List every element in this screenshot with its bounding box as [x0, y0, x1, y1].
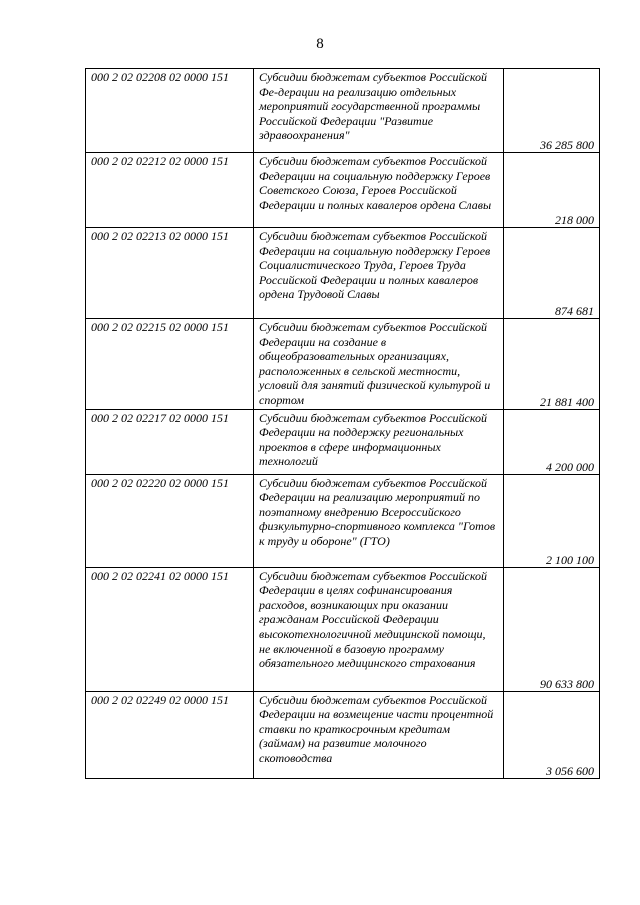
- amount-cell: [504, 567, 600, 691]
- table-row: [86, 567, 600, 691]
- budget-code-cell: 000 2 02 02241 02 0000 151: [86, 567, 254, 691]
- budget-code-cell: 000 2 02 02220 02 0000 151: [86, 474, 254, 567]
- amount-value: 21 881 400: [540, 394, 594, 409]
- table-row: [86, 474, 600, 567]
- description-cell: Субсидии бюджетам субъектов Российской Фе-дерации на реализацию отдельных мероприятий государственной программы Российской Федерации "Развитие здравоохранения": [254, 69, 504, 153]
- amount-cell: [504, 319, 600, 410]
- budget-code-cell: 000 2 02 02217 02 0000 151: [86, 409, 254, 474]
- budget-code-cell: 000 2 02 02212 02 0000 151: [86, 153, 254, 228]
- amount-cell: [504, 153, 600, 228]
- budget-code-cell: 000 2 02 02208 02 0000 151: [86, 69, 254, 153]
- table-row: [86, 319, 600, 410]
- budget-code-cell: 000 2 02 02213 02 0000 151: [86, 228, 254, 319]
- amount-value: 218 000: [555, 213, 594, 228]
- page-number: 8: [316, 36, 324, 52]
- table-row: [86, 691, 600, 778]
- amount-value: 4 200 000: [546, 459, 594, 474]
- description-cell: Субсидии бюджетам субъектов Российской Федерации на поддержку региональных проектов в сфере информационных технологий: [254, 409, 504, 474]
- amount-value: 90 633 800: [540, 676, 594, 691]
- description-cell: Субсидии бюджетам субъектов Российской Федерации на создание в общеобразовательных организациях, расположенных в сельской местности, условий для занятий физической культурой и спортом: [254, 319, 504, 410]
- amount-value: 874 681: [555, 304, 594, 319]
- amount-value: 36 285 800: [540, 138, 594, 153]
- amount-cell: [504, 474, 600, 567]
- budget-code-cell: 000 2 02 02249 02 0000 151: [86, 691, 254, 778]
- table-row: [86, 228, 600, 319]
- amount-cell: [504, 691, 600, 778]
- description-cell: Субсидии бюджетам субъектов Российской Федерации на возмещение части процентной ставки по краткосрочным кредитам (займам) на развитие молочного скотоводства: [254, 691, 504, 778]
- description-cell: Субсидии бюджетам субъектов Российской Федерации на реализацию мероприятий по поэтапному внедрению Всероссийского физкультурно-спортивного комплекса "Готов к труду и обороне" (ГТО): [254, 474, 504, 567]
- budget-code-cell: 000 2 02 02215 02 0000 151: [86, 319, 254, 410]
- table-row: [86, 409, 600, 474]
- amount-cell: [504, 228, 600, 319]
- amount-value: 2 100 100: [546, 552, 594, 567]
- amount-value: 3 056 600: [546, 763, 594, 778]
- amount-cell: [504, 409, 600, 474]
- budget-revenue-table: [85, 68, 600, 779]
- description-cell: Субсидии бюджетам субъектов Российской Федерации в целях софинансирования расходов, возникающих при оказании гражданам Российской Федерации высокотехнологичной медицинской помощи, не включенной в базовую программу обязательного медицинского страхования: [254, 567, 504, 691]
- description-cell: Субсидии бюджетам субъектов Российской Федерации на социальную поддержку Героев Советского Союза, Героев Российской Федерации и полных кавалеров ордена Славы: [254, 153, 504, 228]
- table-row: [86, 69, 600, 153]
- table-row: [86, 153, 600, 228]
- amount-cell: [504, 69, 600, 153]
- description-cell: Субсидии бюджетам субъектов Российской Федерации на социальную поддержку Героев Социалистического Труда, Героев Труда Российской Федерации и полных кавалеров ордена Трудовой Славы: [254, 228, 504, 319]
